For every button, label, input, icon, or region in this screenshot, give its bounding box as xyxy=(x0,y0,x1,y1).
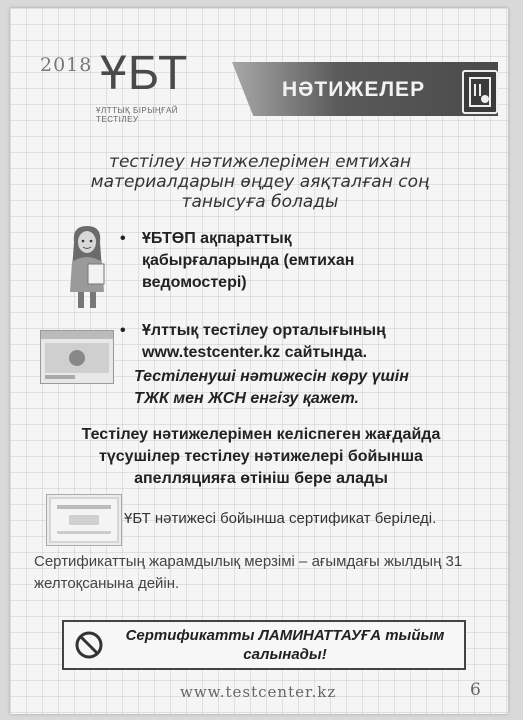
bullet-marker: • xyxy=(120,230,126,247)
year-label: 2018 xyxy=(40,54,93,76)
certificate-text: ҰБТ нәтижесі бойынша сертификат беріледі. xyxy=(124,510,437,527)
certificate-image xyxy=(46,494,122,546)
logo-subtitle: ҰЛТТЫҚ БІРЫҢҒАЙ ТЕСТІЛЕУ xyxy=(96,106,179,124)
document-chart-icon xyxy=(462,70,498,114)
login-note: Тестіленуші нәтижесін көру үшін ТЖК мен ЖСН енгізу қажет. xyxy=(134,368,409,407)
banner-title: НӘТИЖЕЛЕР xyxy=(282,78,426,101)
laminate-warning-text: Сертификатты ЛАМИНАТТАУҒА тыйым салынады! xyxy=(125,627,445,663)
appeal-text: Тестілеу нәтижелерімен келіспеген жағдайда түсушілер тестілеу нәтижелері бойынша апелляцияға өтініш бере алады xyxy=(81,426,441,487)
website-screenshot-image xyxy=(40,330,114,384)
laminate-warning-box xyxy=(62,620,466,670)
bullet-website: Ұлттық тестілеу орталығының www.testcenter.kz сайтында. xyxy=(142,322,386,361)
bullet-marker: • xyxy=(120,322,126,339)
page-number: 6 xyxy=(470,680,481,700)
footer-url: www.testcenter.kz xyxy=(180,683,337,701)
intro-text: тестілеу нәтижелерімен емтихан материалдарын өңдеу аяқталған соң танысуға болады xyxy=(90,152,430,212)
ubt-logo: ҰБТ xyxy=(100,47,189,100)
prohibited-icon xyxy=(74,630,104,665)
student-illustration xyxy=(62,222,112,310)
bullet-info-boards: ҰБТӨП ақпараттық қабырғаларында (емтихан ведомостері) xyxy=(142,230,355,291)
validity-text: Сертификаттың жарамдылық мерзімі – ағымдағы жылдың 31 желтоқсанына дейін. xyxy=(34,553,463,592)
